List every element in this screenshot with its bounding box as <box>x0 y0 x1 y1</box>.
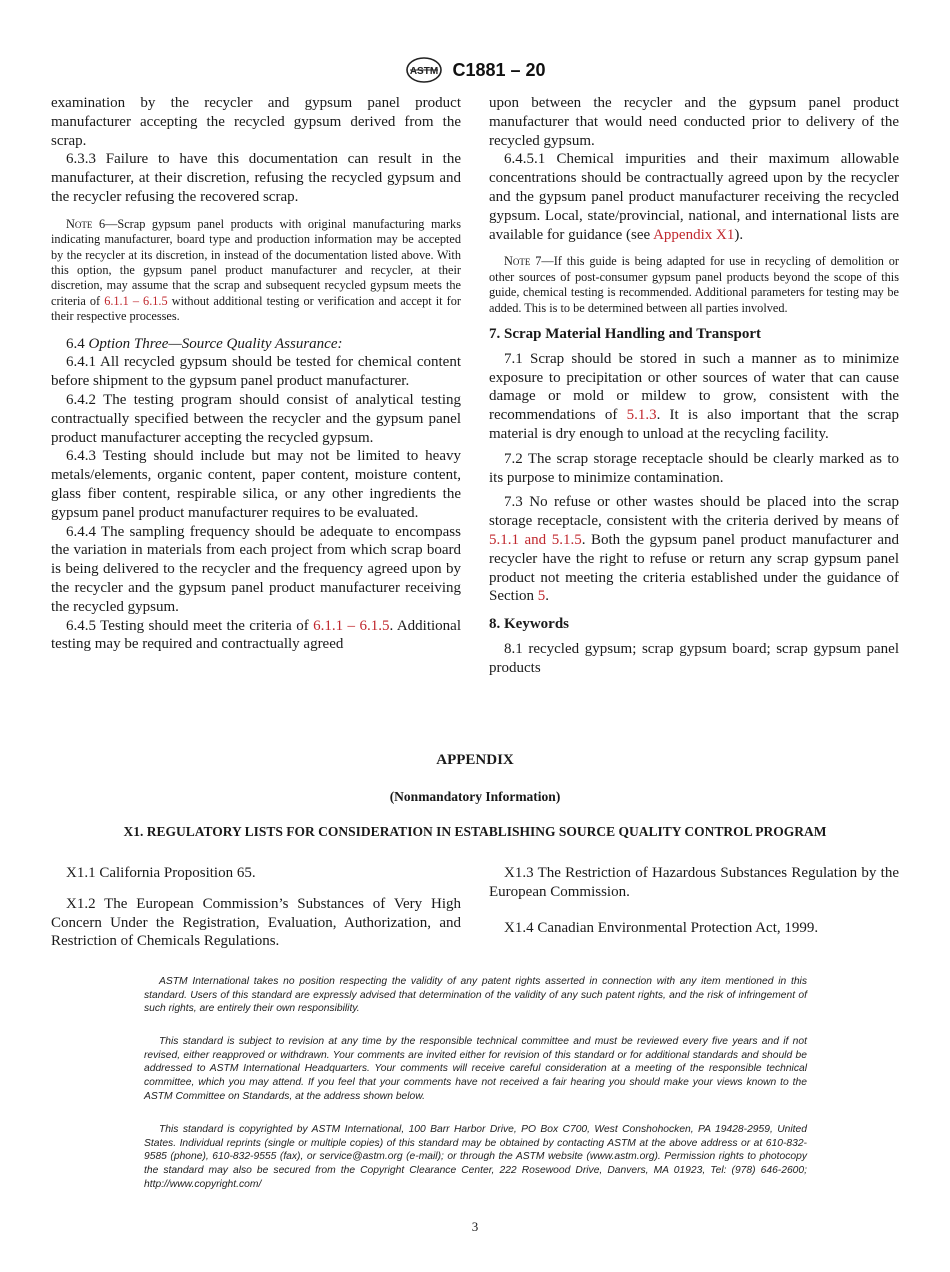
heading-section-7: 7. Scrap Material Handling and Transport <box>489 326 761 342</box>
paragraph-6-4-5-1 <box>489 150 899 244</box>
text: 6.4.5 Testing should meet the criteria of <box>66 617 314 634</box>
ref-appendix-x1[interactable]: Appendix X1 <box>653 226 735 243</box>
astm-logo-icon <box>404 56 444 84</box>
note-7 <box>489 254 899 316</box>
text: 7.1 Scrap should be stored in such a manner as to minimize exposure to precipitation or other sources of water that can cause damage or mold or mildew to grow, consistent with the recommendations of <box>489 350 899 424</box>
appendix-item-x1-3: X1.3 The Restriction of Hazardous Substances Regulation by the European Commission. <box>489 865 899 900</box>
text: 7.3 No refuse or other wastes should be placed into the scrap storage receptacle, consistent with the criteria derived by means of <box>489 494 899 530</box>
paragraph-cont: examination by the recycler and gypsum panel product manufacturer accepting the recycled gypsum derived from the scrap. <box>51 95 461 149</box>
appendix-subtitle: (Nonmandatory Information) <box>389 789 561 804</box>
text: . <box>545 588 549 605</box>
logo-text: ASTM <box>410 66 439 77</box>
ref-section-5[interactable]: 5 <box>537 588 546 605</box>
left-column <box>51 94 461 654</box>
paragraph-6-4-5 <box>51 617 461 655</box>
text: . Both the gypsum panel product manufacturer and recycler have the right to refuse or return any scrap gypsum panel product not meeting the criteria established under the guidance of Section <box>489 531 899 605</box>
ref-5-1-3[interactable]: 5.1.3 <box>626 407 657 424</box>
paragraph-7-2: 7.2 The scrap storage receptacle should be clearly marked as to its purpose to minimize contamination. <box>489 450 899 486</box>
appendix-item-x1-4: X1.4 Canadian Environmental Protection Act, 1999. <box>504 919 819 936</box>
text: . It is also important that the scrap material is dry enough to unload at the recycling facility. <box>489 407 899 442</box>
paragraph-6-4-2: 6.4.2 The testing program should consist of analytical testing contractually specified between the recycler and the gypsum panel product manufacturer accepting the recycled gypsum. <box>51 392 461 446</box>
footer-copyright-notice: This standard is copyrighted by ASTM International, 100 Barr Harbor Drive, PO Box C700, West Conshohocken, PA 19428-2959, United States. Individual reprints (single or multiple copies) of this standard may be obtained by contacting ASTM at the above address or at 610-832-9585 (phone), 610-832-9555 (fax), or service@astm.org (e-mail); or through the ASTM website (www.astm.org). Permission rights to photocopy the standard may also be secured from the Copyright Clearance Center, 222 Rosewood Drive, Danvers, MA 01923, Tel: (978) 646-2600; http://www.copyright.com/ <box>144 1124 807 1190</box>
ref-5-1-1-5-1-5[interactable]: 5.1.1 and 5.1.5 <box>489 531 582 548</box>
heading-section-8: 8. Keywords <box>489 616 569 633</box>
ref-6-1-1-6-1-5[interactable]: 6.1.1 – 6.1.5 <box>313 617 390 634</box>
note-label: Note <box>66 216 93 231</box>
text: 6.4.5.1 Chemical impurities and their maximum allowable concentrations should be contractually agreed upon by the recycler and the gypsum panel product manufacturer receiving the recycled gypsum. Local, state/provincial, national, and international lists are available for guidance (see <box>489 151 899 243</box>
note-6 <box>51 217 461 325</box>
text: . Additional testing may be required and contractually agreed <box>51 617 461 653</box>
section-number: 6.4 <box>66 335 89 352</box>
appendix-x1-title: X1. REGULATORY LISTS FOR CONSIDERATION IN ESTABLISHING SOURCE QUALITY CONTROL PROGRAM <box>123 824 827 839</box>
appendix-item-x1-2: X1.2 The European Commission’s Substances of Very High Concern Under the Registration, Evaluation, Authorization, and Restriction of Chemicals Regulations. <box>51 895 461 950</box>
section-title: Option Three—Source Quality Assurance: <box>88 335 343 352</box>
appendix-item-x1-1: X1.1 California Proposition 65. <box>66 865 256 881</box>
paragraph-6-4-4: 6.4.4 The sampling frequency should be adequate to encompass the variation in materials from each project from which scrap board is being delivered to the recycler and the frequency agreed upon by the recycler and the gypsum panel product manufacturer receiving the recycled gypsum. <box>51 523 461 615</box>
appendix-right-list <box>489 864 899 937</box>
page-number: 3 <box>471 1219 479 1234</box>
paragraph-6-4-3: 6.4.3 Testing should include but may not be limited to heavy metals/elements, organic content, paper content, moisture content, glass fiber content, respirable silica, or any other ingredients the gypsum panel product manufacturer requires to be evaluated. <box>51 448 461 521</box>
right-column <box>489 94 899 678</box>
designation: C1881 – 20 <box>452 59 546 80</box>
paragraph-7-1 <box>489 350 899 444</box>
text: ). <box>734 226 744 243</box>
paragraph-cont: upon between the recycler and the gypsum panel product manufacturer that would need conducted prior to delivery of the recycled gypsum. <box>489 95 899 149</box>
heading-6-4 <box>51 335 461 354</box>
page-header <box>0 56 950 86</box>
note-label: Note <box>504 254 531 269</box>
appendix-left-list <box>51 864 461 951</box>
note-text: 6—Scrap gypsum panel products with original manufacturing marks indicating manufacturer, board type and production information may be accepted by the recycler at its discretion, in instead of the documentation listed above. With this option, the gypsum panel product manufacturer and recycler, at their discretion, may assume that the scrap and subsequent recycled gypsum meets the criteria of <box>51 216 461 308</box>
ref-6-1-1-6-1-5[interactable]: 6.1.1 – 6.1.5 <box>104 293 168 308</box>
paragraph-8-1: 8.1 recycled gypsum; scrap gypsum board; scrap gypsum panel products <box>489 640 899 676</box>
footer-revision-notice: This standard is subject to revision at any time by the responsible technical committee and must be reviewed every five years and if not revised, either reapproved or withdrawn. Your comments are invited either for revision of this standard or for additional standards and should be addressed to ASTM International Headquarters. Your comments will receive careful consideration at a meeting of the responsible technical committee, which you may attend. If you feel that your comments have not received a fair hearing you should make your views known to the ASTM Committee on Standards, at the address shown below. <box>144 1036 807 1102</box>
footer-patent-notice: ASTM International takes no position respecting the validity of any patent rights asserted in connection with any item mentioned in this standard. Users of this standard are expressly advised that determination of the validity of any such patent rights, and the risk of infringement of such rights, are entirely their own responsibility. <box>144 976 807 1015</box>
paragraph-7-3 <box>489 493 899 606</box>
paragraph-6-4-1: 6.4.1 All recycled gypsum should be tested for chemical content before shipment to the gypsum panel product manufacturer. <box>51 354 461 390</box>
note-text: without additional testing or verification and accept it for their respective processes. <box>51 293 461 324</box>
appendix-title: APPENDIX <box>436 752 514 768</box>
note-text: 7—If this guide is being adapted for use in recycling of demolition or other sources of post-consumer gypsum panel products beyond the scope of this guide, chemical testing is recommended. Additional parameters for testing may be added. This is to be determined between all parties involved. <box>489 254 899 315</box>
paragraph-6-3-3: 6.3.3 Failure to have this documentation can result in the manufacturer, at their discretion, refusing the recycled gypsum and the recycler refusing the recovered scrap. <box>51 151 461 205</box>
